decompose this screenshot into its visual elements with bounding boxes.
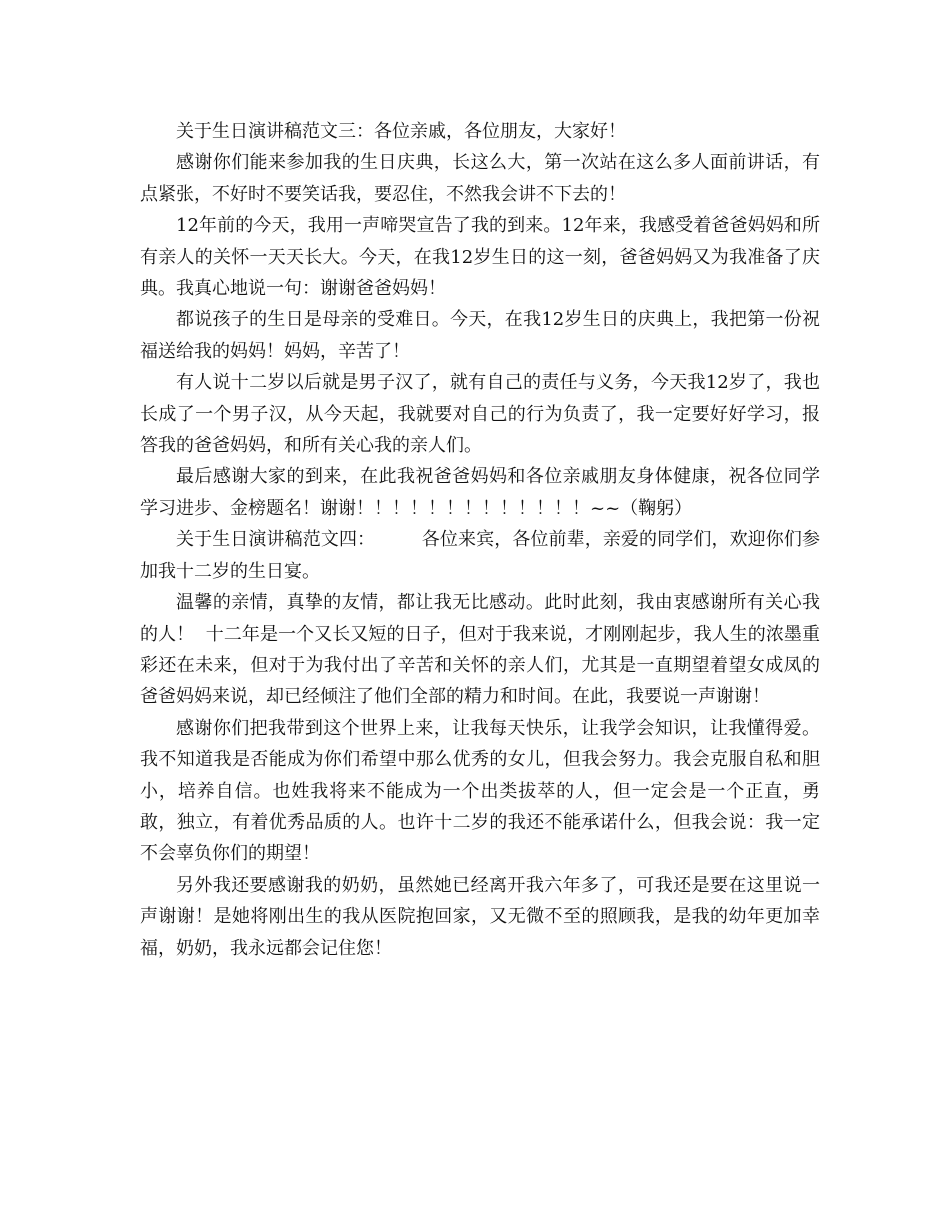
paragraph-6: 最后感谢大家的到来，在此我祝爸爸妈妈和各位亲戚朋友身体健康，祝各位同学学习进步、金榜题名！谢谢！！！！！！！！！！！！！~~（鞠躬）: [140, 466, 820, 519]
paragraph-8: 温馨的亲情，真挚的友情，都让我无比感动。此时此刻，我由衷感谢所有关心我的人！ 十二年是一个又长又短的日子，但对于我来说，才刚刚起步，我人生的浓墨重彩还在未来，但对于为我付出了辛苦和关怀的亲人们，尤其是一直期望着望女成凤的爸爸妈妈来说，却已经倾注了他们全部的精力和时间。在此，我要说一声谢谢！: [140, 592, 820, 708]
paragraph-2: 感谢你们能来参加我的生日庆典，长这么大，第一次站在这么多人面前讲话，有点紧张，不好时不要笑话我，要忍住，不然我会讲不下去的！: [140, 152, 820, 205]
paragraph-1: 关于生日演讲稿范文三：各位亲戚，各位朋友，大家好！: [176, 121, 626, 142]
paragraph-3: 12年前的今天，我用一声啼哭宣告了我的到来。12年来，我感受着爸爸妈妈和所有亲人的关怀一天天长大。今天，在我12岁生日的这一刻，爸爸妈妈又为我准备了庆典。我真心地说一句：谢谢爸爸妈妈！: [140, 215, 820, 300]
paragraph-4: 都说孩子的生日是母亲的受难日。今天，在我12岁生日的庆典上，我把第一份祝福送给我的妈妈！妈妈，辛苦了！: [140, 309, 820, 362]
paragraph-7: 关于生日演讲稿范文四： 各位来宾，各位前辈，亲爱的同学们，欢迎你们参加我十二岁的生日宴。: [140, 529, 820, 582]
paragraph-9: 感谢你们把我带到这个世界上来，让我每天快乐，让我学会知识，让我懂得爱。我不知道我是否能成为你们希望中那么优秀的女儿，但我会努力。我会克服自私和胆小，培养自信。也姓我将来不能成为一个出类拔萃的人，但一定会是一个正直，勇敢，独立，有着优秀品质的人。也许十二岁的我还不能承诺什么，但我会说：我一定不会辜负你们的期望！: [140, 717, 820, 865]
document-body: [140, 116, 820, 964]
paragraph-10: 另外我还要感谢我的奶奶，虽然她已经离开我六年多了，可我还是要在这里说一声谢谢！是她将刚出生的我从医院抱回家，又无微不至的照顾我，是我的幼年更加幸福，奶奶，我永远都会记住您！: [140, 874, 820, 959]
paragraph-5: 有人说十二岁以后就是男子汉了，就有自己的责任与义务，今天我12岁了，我也长成了一个男子汉，从今天起，我就要对自己的行为负责了，我一定要好好学习，报答我的爸爸妈妈，和所有关心我的亲人们。: [140, 372, 820, 457]
